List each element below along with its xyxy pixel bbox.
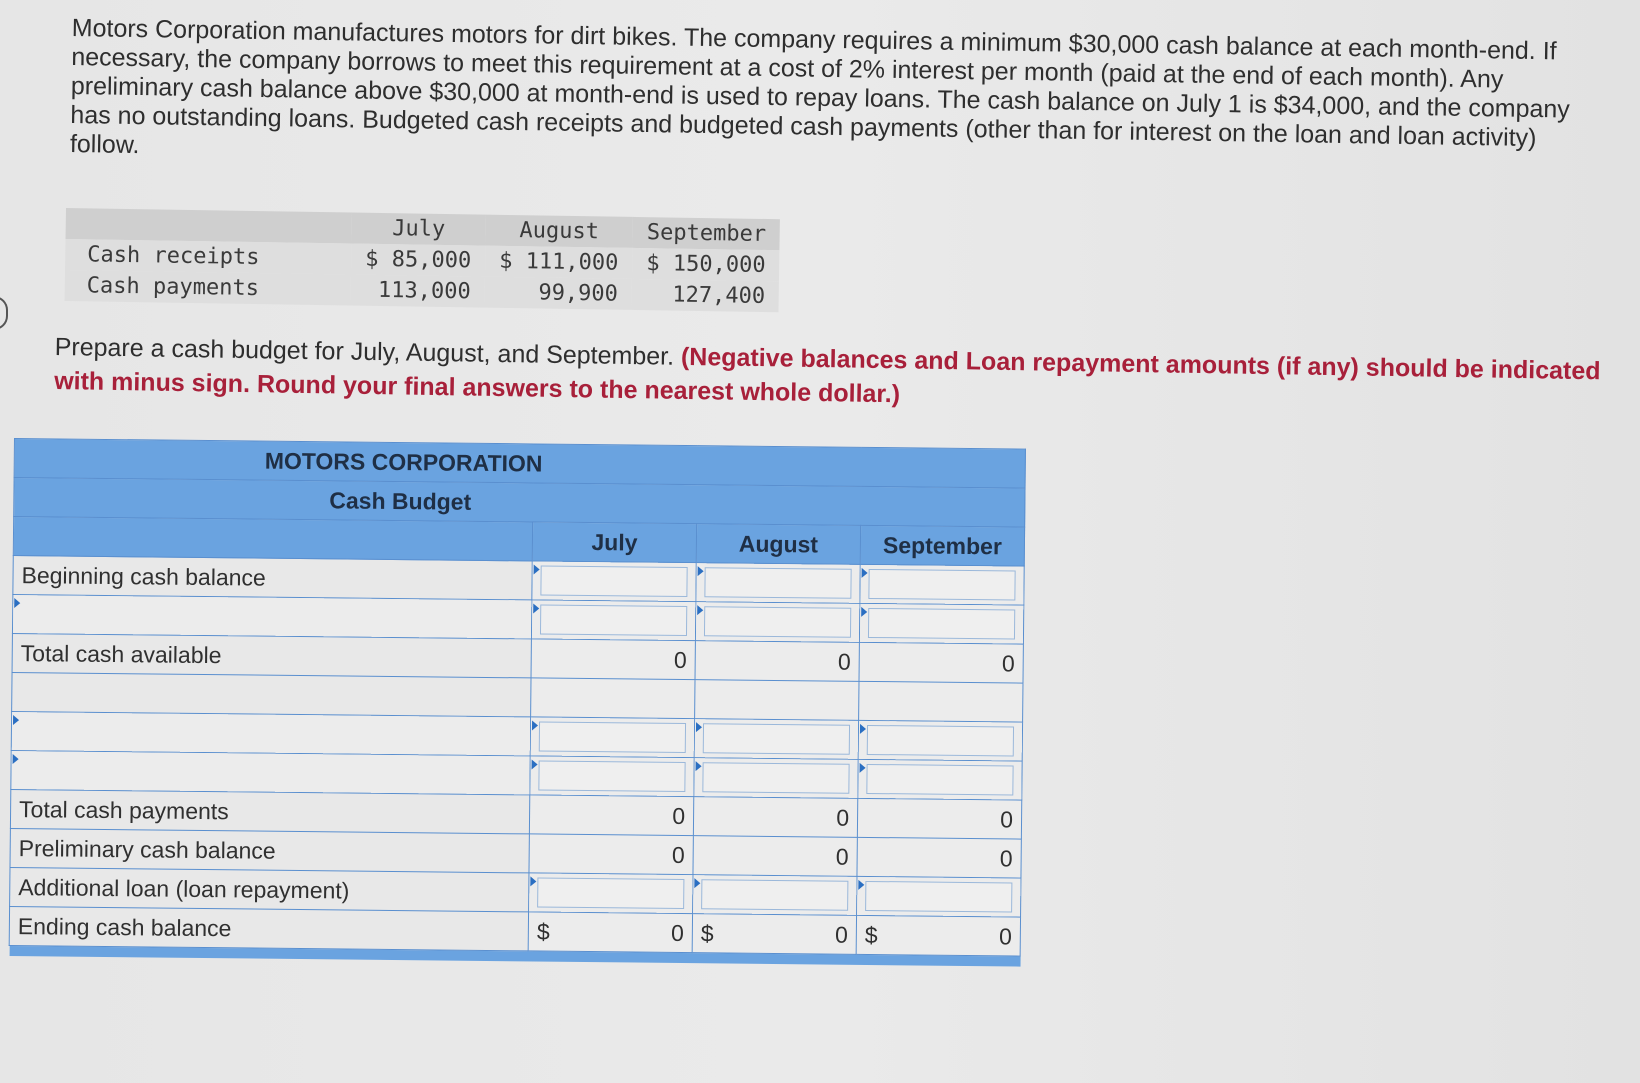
given-cell: 113,000 (377, 277, 471, 305)
budget-input-cell[interactable] (530, 717, 694, 758)
budget-value: 0 (834, 921, 848, 948)
given-cell: $ 85,000 (365, 246, 472, 274)
budget-row-label-input[interactable] (11, 711, 530, 755)
budget-value: 0 (671, 841, 685, 868)
budget-value: 0 (998, 922, 1012, 949)
instruction-text: Prepare a cash budget for July, August, and September. (54, 332, 675, 371)
budget-value: 0 (999, 844, 1013, 871)
budget-input-cell[interactable] (531, 600, 695, 641)
budget-input-cell[interactable] (532, 561, 696, 602)
budget-input-cell[interactable] (859, 603, 1023, 644)
budget-value-cell (859, 642, 1023, 683)
budget-value-cell (531, 639, 695, 680)
budget-value-cell (857, 798, 1021, 839)
budget-input-cell[interactable] (693, 875, 857, 916)
budget-row-label: Beginning cash balance (13, 555, 532, 599)
budget-row-label: Additional loan (loan repayment) (10, 867, 529, 911)
given-cell: 127,400 (672, 282, 766, 309)
dollar-sign: $ (700, 919, 714, 946)
budget-value-cell (856, 915, 1020, 956)
budget-blank-cell (695, 680, 859, 721)
budget-value: 0 (670, 919, 685, 946)
budget-value-cell (528, 912, 692, 953)
budget-blank-cell (531, 678, 695, 719)
budget-value: 0 (672, 802, 686, 829)
budget-value-cell (693, 836, 857, 877)
given-header-august: August (519, 218, 600, 245)
given-cell: 99,900 (538, 280, 619, 307)
budget-row-label-input[interactable] (12, 594, 531, 638)
given-cell: $ 111,000 (498, 248, 619, 276)
budget-value-cell (692, 914, 856, 955)
given-cell: $ 150,000 (646, 251, 766, 278)
budget-input-field[interactable] (703, 723, 850, 755)
budget-input-field[interactable] (540, 605, 687, 637)
budget-row-label: Total cash payments (10, 789, 529, 833)
budget-column-header-blank (13, 517, 532, 561)
budget-title: Cash Budget (14, 478, 1025, 528)
budget-row-label-input[interactable] (11, 750, 530, 794)
budget-input-cell[interactable] (529, 873, 693, 914)
budget-input-field[interactable] (540, 566, 687, 598)
budget-value: 0 (837, 648, 851, 675)
budget-input-cell[interactable] (530, 756, 694, 797)
budget-value-cell (693, 797, 857, 838)
budget-input-field[interactable] (538, 761, 685, 793)
budget-input-cell[interactable] (694, 719, 858, 760)
budget-value-cell (857, 837, 1021, 878)
cash-budget-table (9, 438, 1026, 967)
instruction-emphasis: (Negative balances and Loan repayment amounts (if any) should be indicated with minus sign. Round your final answers to the nearest whole dollar.) (53, 342, 1601, 409)
given-data-table (65, 208, 781, 312)
budget-input-field[interactable] (539, 722, 686, 754)
budget-input-cell[interactable] (694, 758, 858, 799)
budget-row-label: Ending cash balance (9, 906, 528, 950)
budget-input-field[interactable] (868, 569, 1015, 601)
dollar-sign: $ (536, 918, 550, 945)
budget-input-cell[interactable] (857, 876, 1021, 917)
budget-input-field[interactable] (868, 608, 1015, 640)
budget-column-august: August (696, 524, 860, 565)
budget-column-july: July (532, 522, 696, 563)
budget-value: 0 (1001, 649, 1015, 676)
budget-value-cell (529, 795, 693, 836)
budget-row-label-input[interactable] (12, 672, 531, 716)
budget-blank-cell (859, 681, 1023, 722)
budget-input-field[interactable] (704, 567, 851, 599)
budget-input-field[interactable] (866, 764, 1013, 796)
budget-value: 0 (836, 804, 850, 831)
budget-input-field[interactable] (865, 881, 1012, 913)
budget-input-field[interactable] (537, 878, 684, 910)
given-header-september: September (646, 220, 767, 247)
budget-input-field[interactable] (701, 879, 848, 911)
budget-input-cell[interactable] (860, 564, 1024, 605)
budget-column-september: September (860, 525, 1024, 566)
given-row-label: Cash payments (86, 273, 260, 302)
given-header-july: July (392, 216, 446, 242)
budget-input-field[interactable] (867, 725, 1014, 757)
given-row-label: Cash receipts (87, 242, 260, 271)
budget-value: 0 (835, 843, 849, 870)
budget-input-field[interactable] (702, 762, 849, 794)
problem-statement: Motors Corporation manufactures motors for dirt bikes. The company requires a minimum $30,000 cash balance at each month-end. If necessary, the company borrows to meet this requirement at a cost of 2% interest per month (paid at the end of each month). Any preliminary cash balance above $30,000 at month-end is used to repay loans. The cash balance on July 1 is $34,000, and the company has no outstanding loans. Budgeted cash receipts and budgeted cash payments (other than for interest on the loan and loan activity) follow. (69, 14, 1571, 160)
dollar-sign: $ (864, 921, 878, 948)
budget-value-cell (529, 834, 693, 875)
budget-row-label: Preliminary cash balance (10, 828, 529, 872)
budget-input-cell[interactable] (858, 720, 1022, 761)
budget-input-cell[interactable] (858, 759, 1022, 800)
budget-input-cell[interactable] (695, 602, 859, 643)
budget-row-label: Total cash available (12, 633, 531, 677)
budget-value: 0 (673, 646, 687, 673)
given-header-blank (66, 208, 352, 243)
budget-value-cell (695, 641, 859, 682)
budget-input-field[interactable] (704, 606, 851, 638)
budget-input-cell[interactable] (696, 563, 860, 604)
budget-value: 0 (1000, 805, 1014, 832)
budget-company-name: MOTORS CORPORATION (14, 439, 1025, 489)
